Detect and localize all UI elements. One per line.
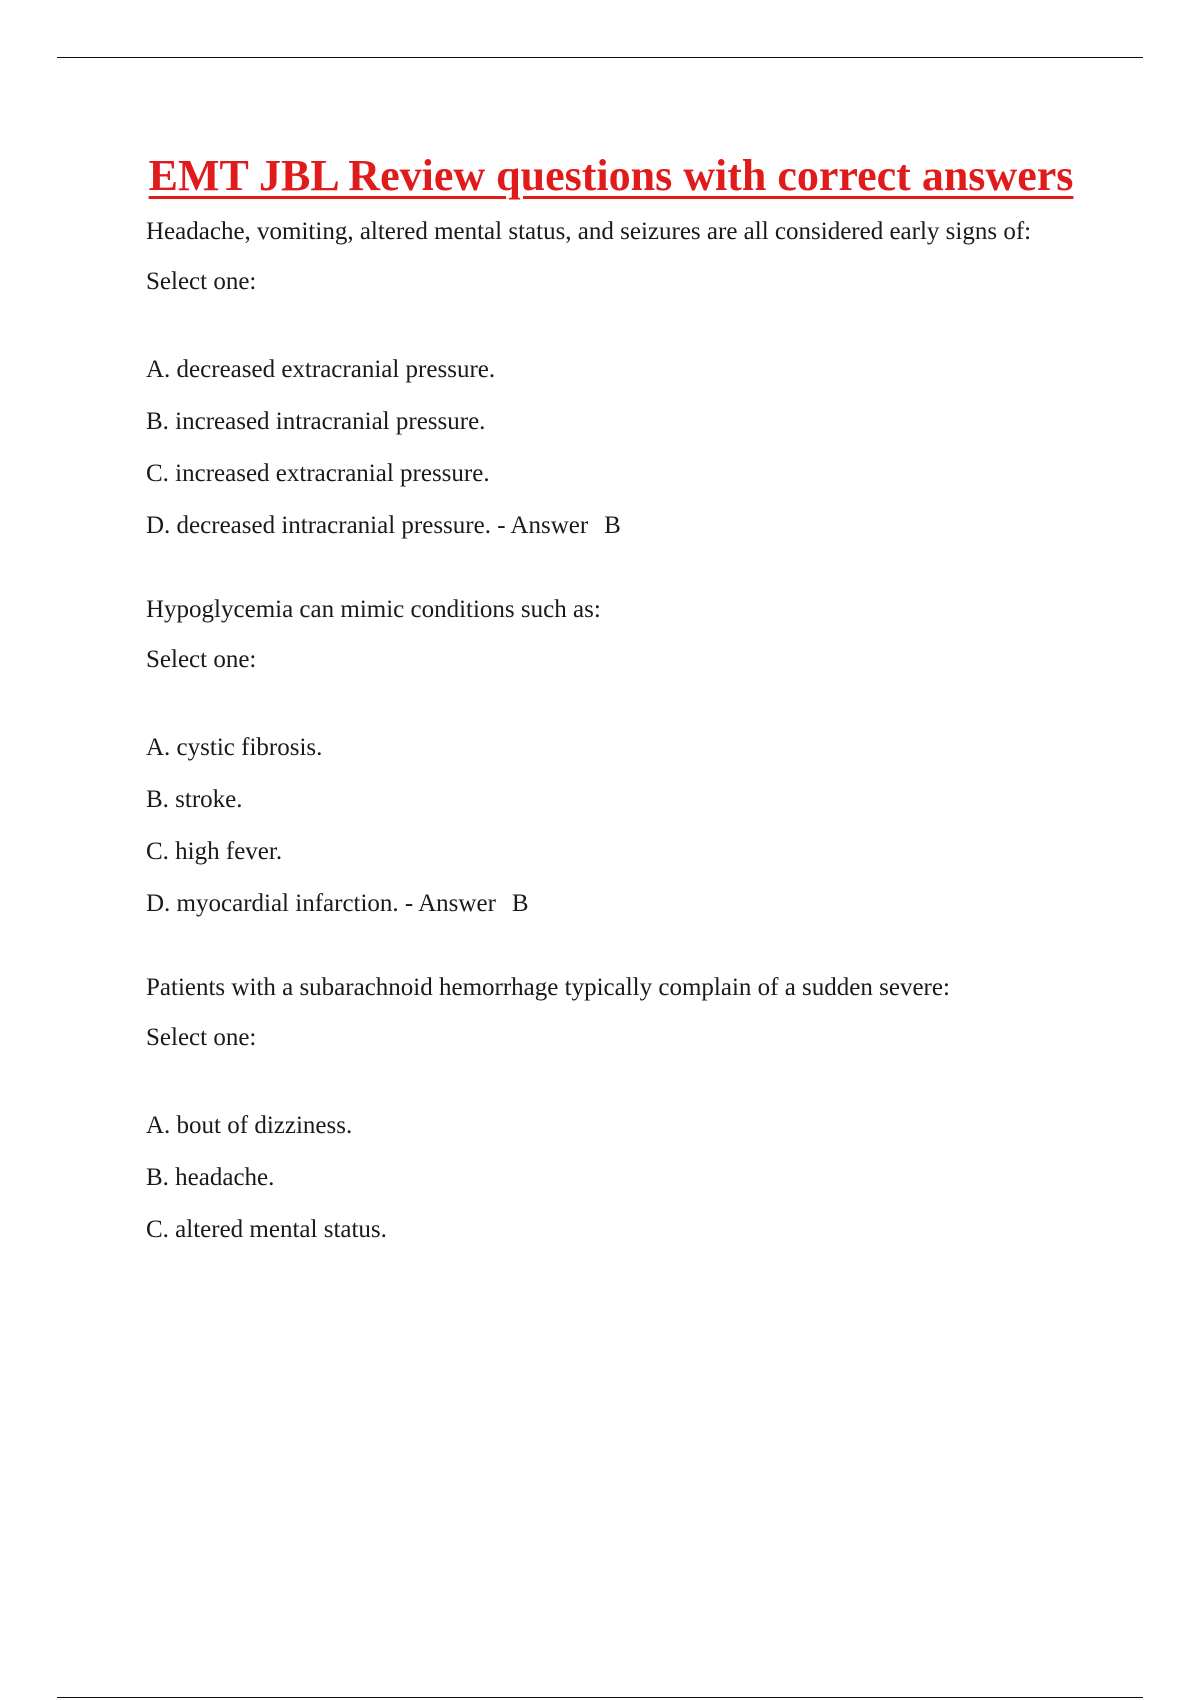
option-c: C. increased extracranial pressure. xyxy=(146,460,490,487)
question-prompt: Patients with a subarachnoid hemorrhage typically complain of a sudden severe: xyxy=(146,974,950,1001)
answer-letter: B xyxy=(511,890,529,917)
option-d-with-answer xyxy=(146,508,1076,544)
answer-letter: B xyxy=(604,512,621,539)
option-d: D. decreased intracranial pressure. - Answer xyxy=(146,512,589,539)
option-a: A. cystic fibrosis. xyxy=(146,734,323,761)
option-d: D. myocardial infarction. - Answer xyxy=(146,890,496,917)
question-prompt: Hypoglycemia can mimic conditions such as: xyxy=(146,596,601,623)
option-d-with-answer xyxy=(146,886,1076,922)
bottom-divider xyxy=(57,1697,1143,1698)
select-one-label: Select one: xyxy=(146,1024,257,1051)
option-b: B. headache. xyxy=(146,1164,275,1191)
top-divider xyxy=(57,57,1143,58)
document-page xyxy=(146,145,1076,1248)
select-one-label: Select one: xyxy=(146,646,257,673)
option-c: C. altered mental status. xyxy=(146,1216,387,1243)
question-block-2 xyxy=(146,592,1076,922)
question-prompt: Headache, vomiting, altered mental status, and seizures are all considered early signs of: xyxy=(146,218,1032,245)
option-a: A. bout of dizziness. xyxy=(146,1112,353,1139)
document-title: EMT JBL Review questions with correct answers xyxy=(148,151,1074,200)
question-block-1 xyxy=(146,214,1076,544)
option-c: C. high fever. xyxy=(146,838,283,865)
select-one-label: Select one: xyxy=(146,268,257,295)
option-b: B. increased intracranial pressure. xyxy=(146,408,486,435)
question-block-3 xyxy=(146,970,1076,1248)
option-b: B. stroke. xyxy=(146,786,243,813)
option-a: A. decreased extracranial pressure. xyxy=(146,356,496,383)
